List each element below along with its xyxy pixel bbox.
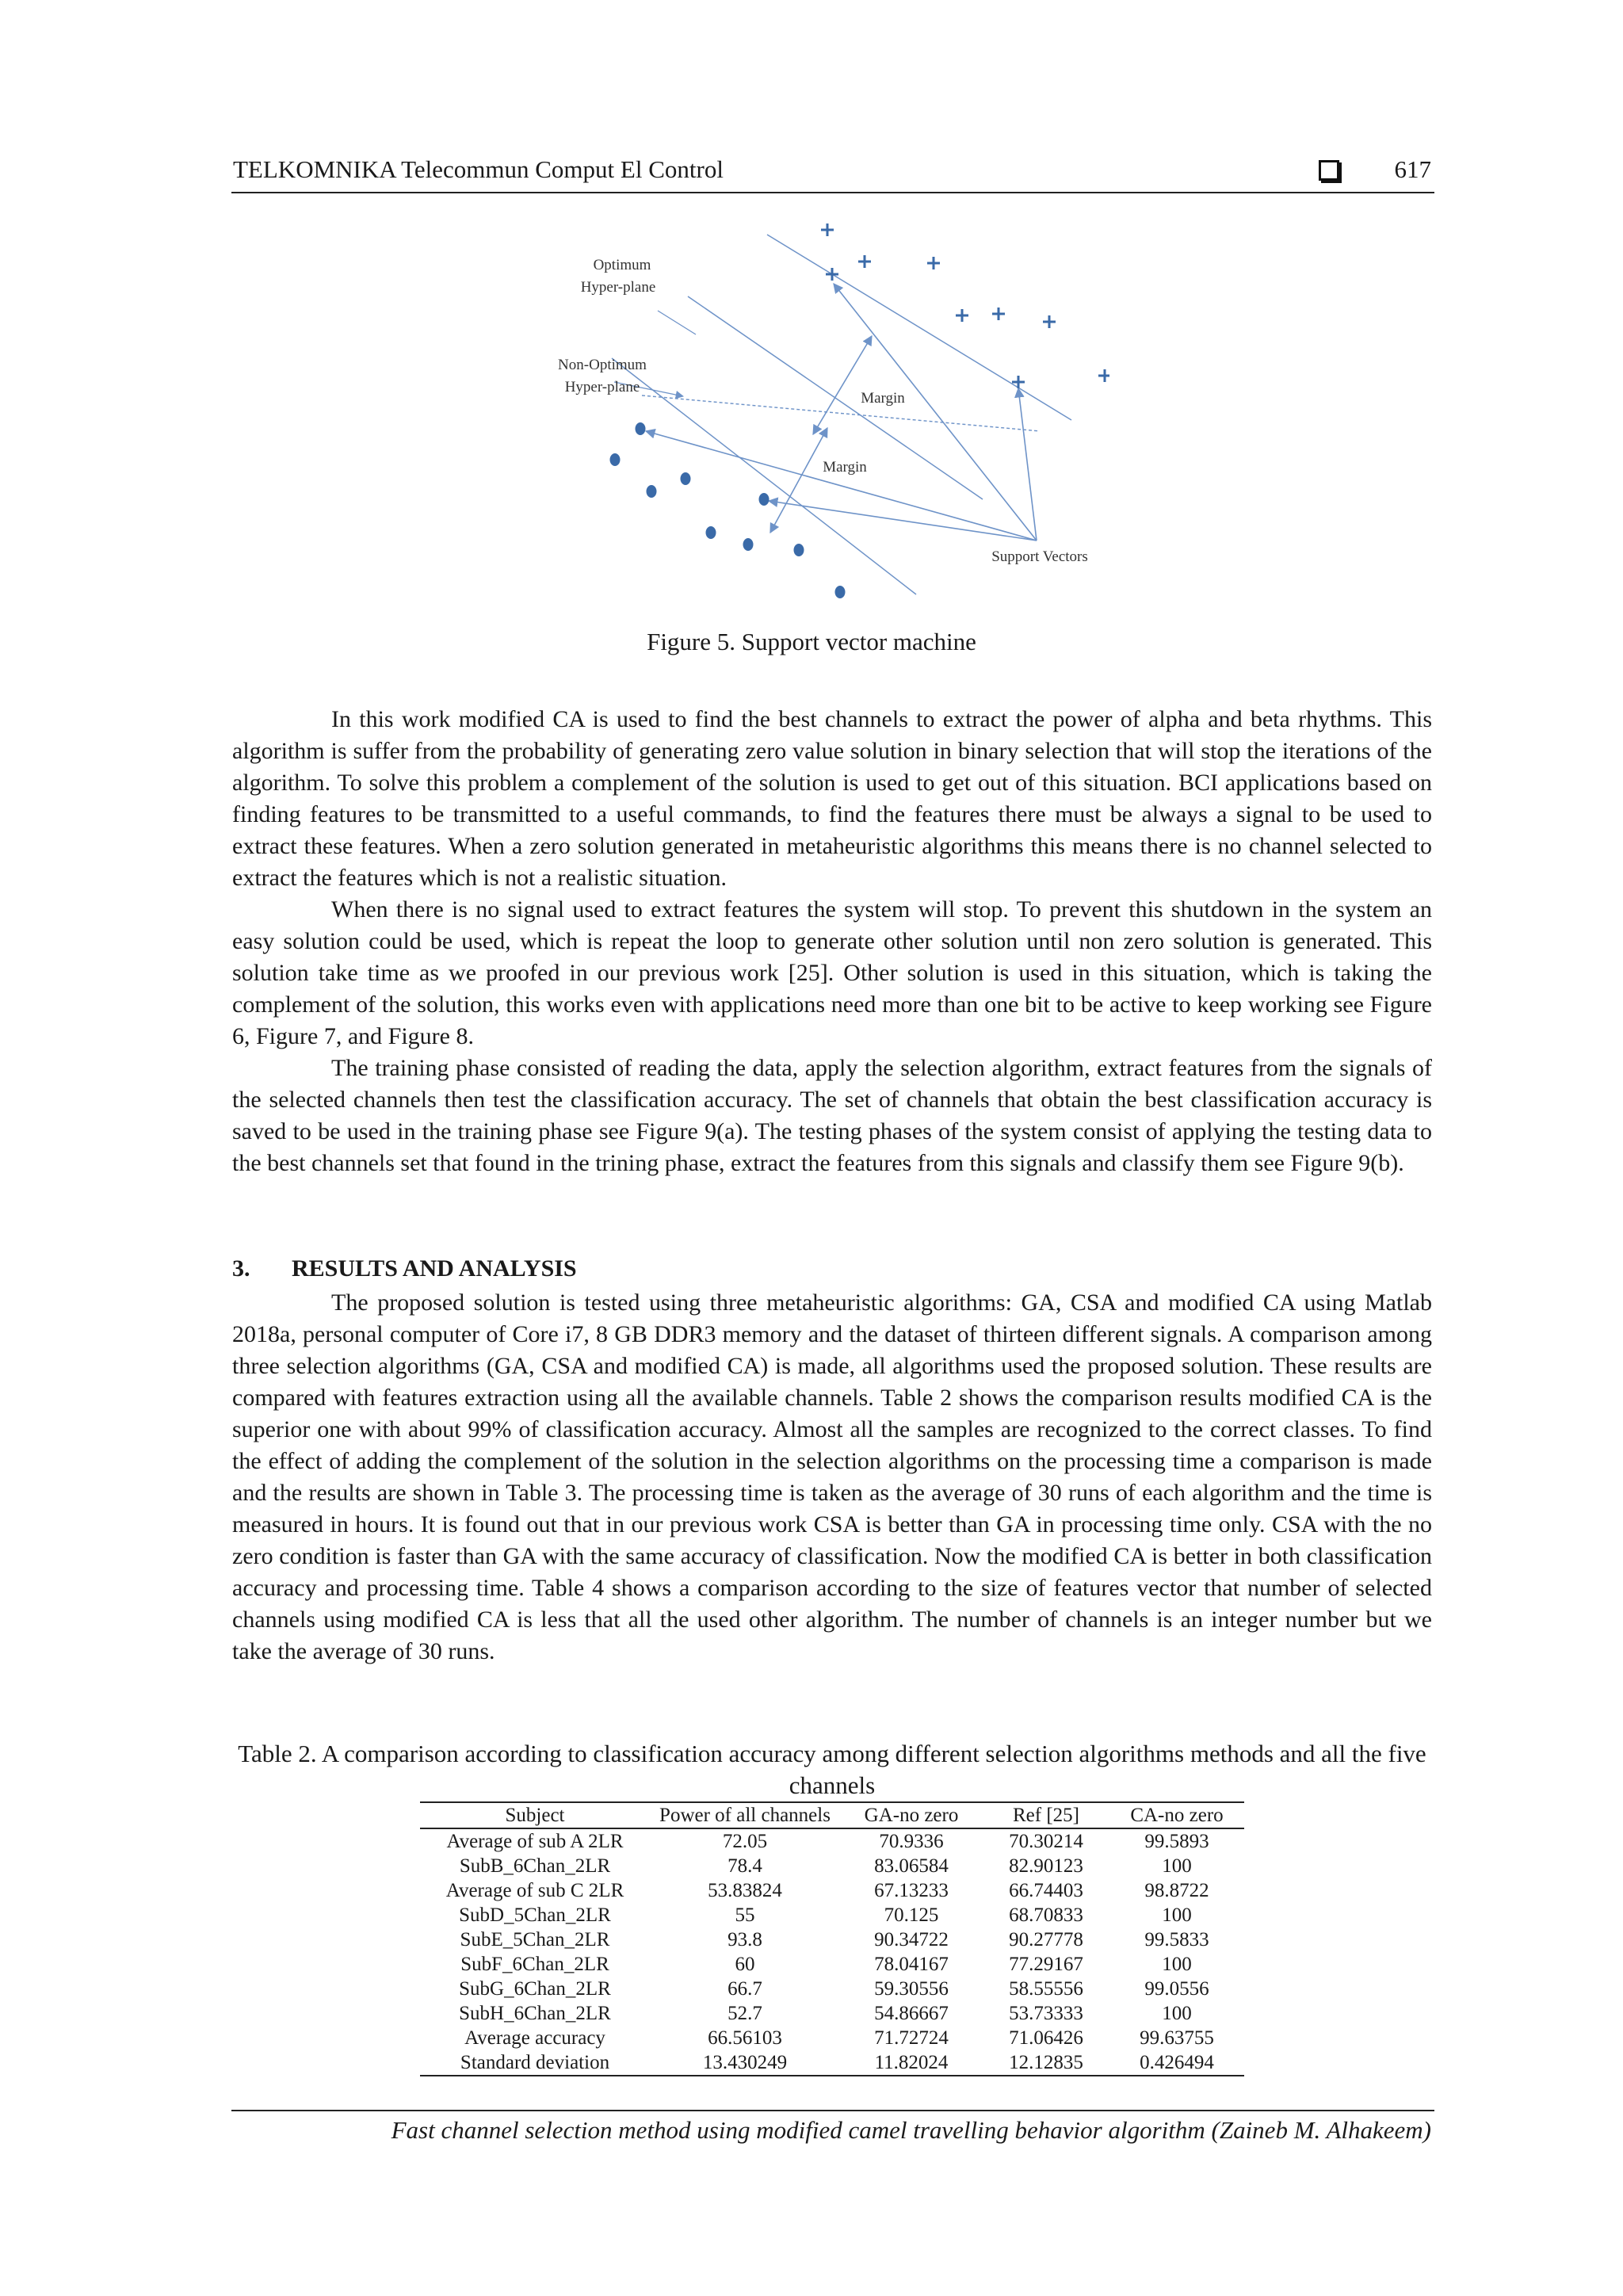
table-cell: 90.27778 [1009,1929,1083,1950]
table-row [420,1828,1244,1854]
optimum-label-line1: Optimum [593,257,651,273]
journal-title: TELKOMNIKA Telecommun Comput El Control [233,155,724,183]
table-cell: 67.13233 [874,1880,949,1901]
results-paragraph: The proposed solution is tested using three metaheuristic algorithms: GA, CSA and modified CA using Matlab 2018a, personal computer of Core i7, 8 GB DDR3 memory and the dataset of thirteen different signals. A comparison among three selection algorithms (GA, CSA and modified CA) is made, all algorithms used the proposed solution. These results are compared with features extraction using all the available channels. Table 2 shows the comparison results modified CA is the superior one with about 99% of classification accuracy. Almost all the samples are recognized to the correct classes. To find the effect of adding the complement of the solution in the selection algorithms on the processing time a comparison is made and the results are shown in Table 3. The processing time is taken as the average of 30 runs of each algorithm and the time is measured in hours. It is found out that in our previous work CSA is better than GA in processing time only. CSA with the no zero condition is faster than GA with the same accuracy of classification. Now the modified CA is better in both classification accuracy and processing time. Table 4 shows a comparison according to the size of features vector that number of selected channels using modified CA is less that all the used other algorithm. The number of channels is an integer number but we take the average of 30 runs. [232,1289,1432,1664]
figure-5 [507,208,1109,620]
table-cell: 60 [735,1954,755,1975]
section-heading [232,1255,577,1282]
table-cell: SubB_6Chan_2LR [459,1855,611,1877]
table-cell: 78.4 [727,1855,762,1877]
table-cell: SubD_5Chan_2LR [459,1904,611,1926]
table-cell: 13.430249 [702,2052,788,2073]
support-vectors-label: Support Vectors [991,548,1088,565]
sv-arrow-2 [1018,388,1037,541]
table-cell: 99.0556 [1144,1978,1209,2000]
page-header [231,155,1434,193]
table-cell: 83.06584 [874,1855,949,1877]
table-cell: 82.90123 [1009,1855,1083,1877]
results-text [232,1287,1432,1668]
table-cell: 0.426494 [1140,2052,1214,2073]
table-cell: SubG_6Chan_2LR [459,1978,611,2000]
non-optimum-label-line2: Hyper-plane [564,379,640,395]
table-cell: 12.12835 [1009,2052,1083,2073]
table-row [420,1854,1244,1878]
table-row [420,2026,1244,2050]
sv-arrow-3 [646,431,1037,541]
table-row [420,1952,1244,1977]
table-cell: 54.86667 [874,2003,949,2024]
table-cell: 53.73333 [1009,2003,1083,2024]
optimum-pointer [658,311,696,334]
paragraph-3: The training phase consisted of reading the data, apply the selection algorithm, extract features from the signals of the selected channels then test the classification accuracy. The set of channels that obtain the best classification accuracy is saved to be used in the training phase see Figure 9(a). The testing phases of the system consist of applying the testing data to the best channels set that found in the trining phase, extract the features from this signals and classify them see Figure 9(b). [232,1055,1432,1176]
table-row [420,1903,1244,1927]
table-cell: Average of sub C 2LR [445,1880,624,1901]
table-cell: 90.34722 [874,1929,949,1950]
header-power-all: Power of all channels [659,1805,831,1826]
table-cell: 98.8722 [1144,1880,1209,1901]
header-ref: Ref [25] [1013,1805,1079,1826]
table-cell: 66.74403 [1009,1880,1083,1901]
table-cell: SubH_6Chan_2LR [459,2003,611,2024]
table-cell: Average accuracy [464,2027,605,2049]
margin-arrow-bottom [770,428,827,533]
table-cell: 100 [1162,2003,1192,2024]
table-cell: SubF_6Chan_2LR [460,1954,609,1975]
header-ca: CA-no zero [1130,1805,1224,1826]
optimum-label-line2: Hyper-plane [580,279,656,296]
table-cell: 99.5893 [1144,1831,1209,1852]
square-bullet-icon [1319,160,1339,181]
svm-diagram [507,208,1109,620]
header-subject: Subject [505,1805,565,1826]
section-title: RESULTS AND ANALYSIS [292,1255,577,1282]
header-ga: GA-no zero [864,1805,959,1826]
table-cell: 58.55556 [1009,1978,1083,2000]
table-cell: 52.7 [727,2003,762,2024]
table-row [420,1977,1244,2001]
table-cell: Standard deviation [460,2052,610,2073]
figure-5-caption: Figure 5. Support vector machine [647,628,976,655]
table-cell: 93.8 [727,1929,762,1950]
page-footer [231,2110,1434,2144]
margin-arrow-top [813,336,872,434]
table-cell: 59.30556 [874,1978,949,2000]
non-optimum-hyperplane-line [642,395,1040,431]
table-cell: 66.56103 [708,2027,782,2049]
body-paragraphs [232,704,1432,1179]
page-number: 617 [1394,155,1431,183]
table-cell: 100 [1162,1904,1192,1926]
section-number: 3. [232,1255,250,1282]
paragraph-2: When there is no signal used to extract features the system will stop. To prevent this shutdown in the system an easy solution could be used, which is repeat the loop to generate other solution until non zero solution is generated. This solution take time as we proofed in our previous work [25]. Other solution is used in this situation, which is taking the complement of the solution, this works even with applications need more than one bit to be active to keep working see Figure 6, Figure 7, and Figure 8. [232,896,1432,1049]
table-cell: 71.06426 [1009,2027,1083,2049]
sv-arrow-1 [834,284,1037,541]
table-cell: 99.5833 [1144,1929,1209,1950]
footer-citation: Fast channel selection method using modified camel travelling behavior algorithm (Zaineb M. Alhakeem) [391,2116,1431,2144]
plus-class-markers [821,223,1109,388]
table-row [420,1927,1244,1952]
table-header-row [420,1802,1244,1828]
table-cell: 53.83824 [708,1880,782,1901]
paragraph-1: In this work modified CA is used to find the best channels to extract the power of alpha and beta rhythms. This algorithm is suffer from the probability of generating zero value solution in binary selection that will stop the iterations of the algorithm. To solve this problem a complement of the solution is used to get out of this situation. BCI applications based on finding features to be transmitted to a useful commands, to find the features there must be always a signal to be used to extract these features. When a zero solution generated in metaheuristic algorithms this means there is no channel selected to extract the features which is not a realistic situation. [232,706,1432,891]
margin-label-bottom: Margin [823,459,867,476]
table-cell: 66.7 [727,1978,762,2000]
table-cell: 78.04167 [874,1954,949,1975]
table-cell: 100 [1162,1855,1192,1877]
sv-arrow-4 [769,501,1037,541]
table-row [420,2001,1244,2026]
table-cell: 68.70833 [1009,1904,1083,1926]
table-row [420,1878,1244,1903]
table-cell: 100 [1162,1954,1192,1975]
non-optimum-label-line1: Non-Optimum [558,357,647,373]
table-cell: 11.82024 [874,2052,949,2073]
table-cell: 55 [735,1904,755,1926]
table-cell: SubE_5Chan_2LR [460,1929,610,1950]
table-cell: 77.29167 [1009,1954,1083,1975]
circle-class-markers [610,422,846,598]
table-cell: Average of sub A 2LR [446,1831,624,1852]
table-2 [420,1801,1244,2076]
table-2-caption: Table 2. A comparison according to classification accuracy among different selection algorithms methods and all the five channels [238,1740,1426,1799]
table-cell: 99.63755 [1140,2027,1214,2049]
table-cell: 70.9336 [879,1831,944,1852]
table-cell: 70.30214 [1009,1831,1083,1852]
table-cell: 71.72724 [874,2027,949,2049]
margin-label-top: Margin [861,390,905,407]
table-cell: 72.05 [722,1831,768,1852]
table-cell: 70.125 [884,1904,939,1926]
table-row [420,2050,1244,2076]
